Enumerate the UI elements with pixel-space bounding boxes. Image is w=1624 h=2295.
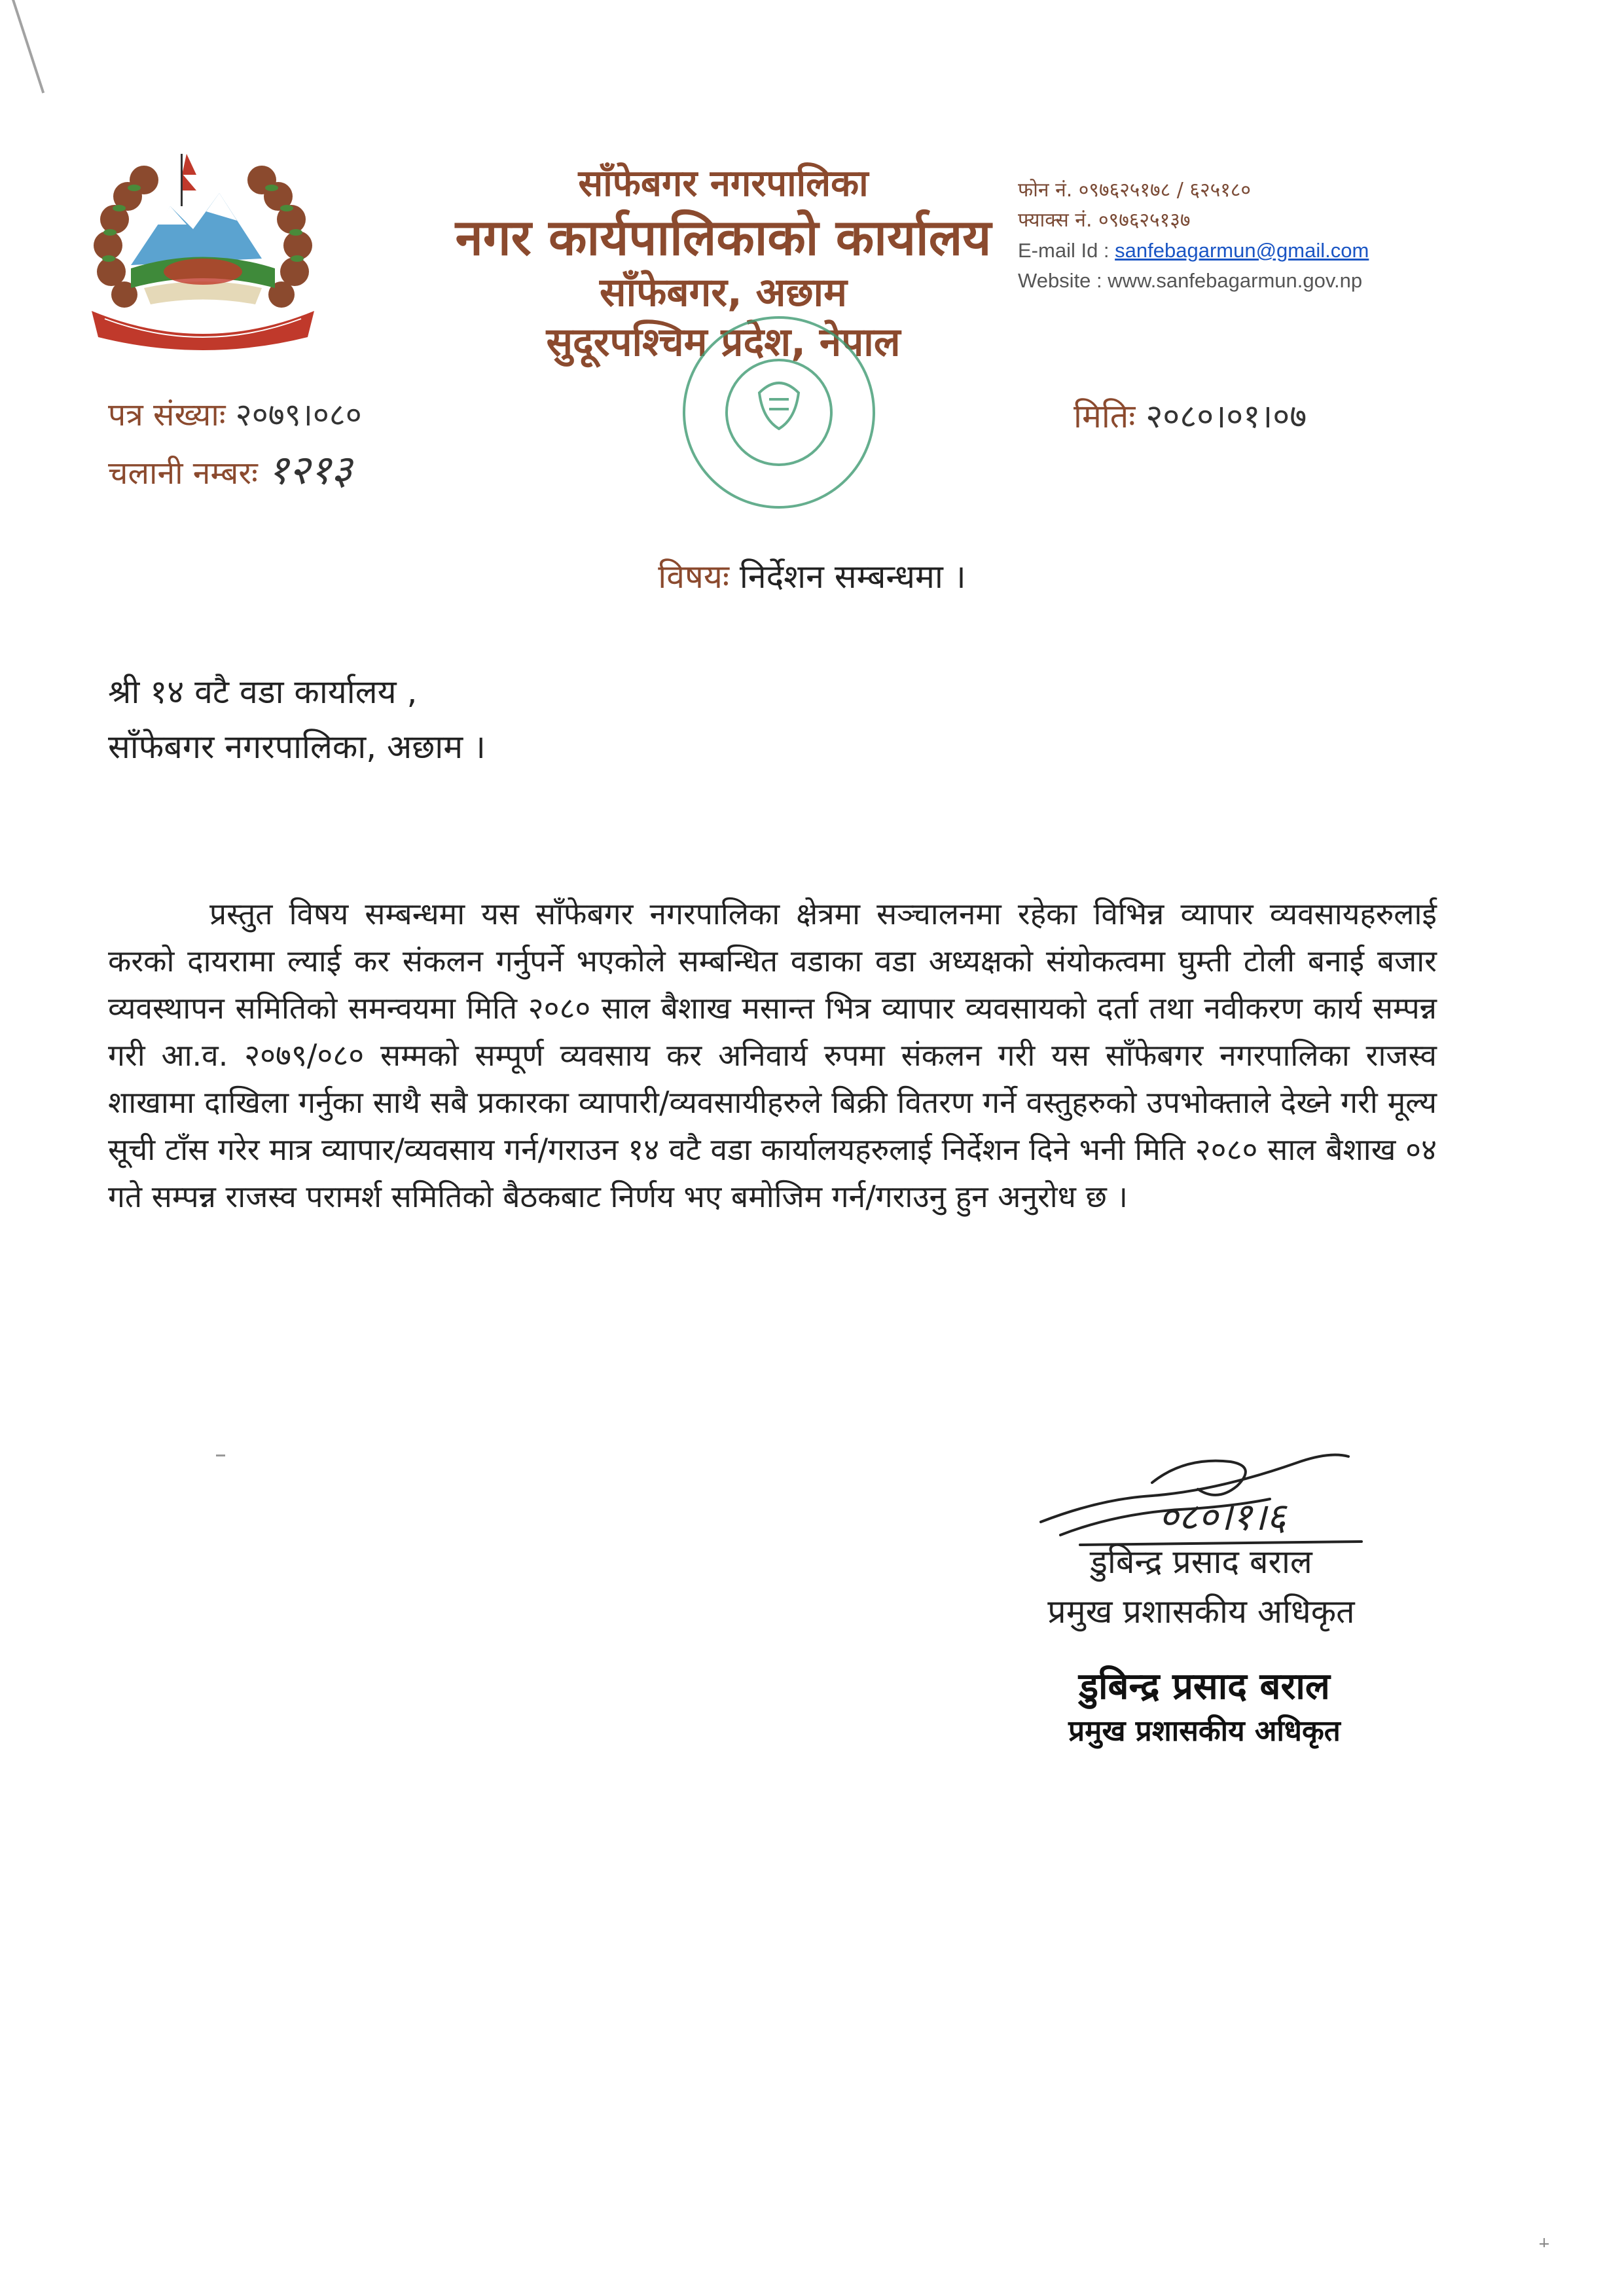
addressee-line-2: साँफेबगर नगरपालिका, अछाम । xyxy=(108,728,486,766)
signatory-name: डुबिन्द्र प्रसाद बराल xyxy=(1090,1543,1312,1581)
office-round-stamp-icon xyxy=(641,308,916,524)
nepal-government-emblem-icon xyxy=(65,147,340,363)
scan-artifact-line xyxy=(12,0,45,94)
website-text: Website : www.sanfebagarmun.gov.np xyxy=(1018,269,1363,292)
email-row xyxy=(1018,236,1607,266)
contact-block xyxy=(1018,175,1607,296)
date-row xyxy=(1074,393,1307,437)
subject-line xyxy=(0,553,1624,598)
email-label: E-mail Id : xyxy=(1018,239,1115,262)
addressee-block xyxy=(108,664,486,774)
signatory-title: प्रमुख प्रशासकीय अधिकृत xyxy=(1047,1593,1355,1631)
body-paragraph: प्रस्तुत विषय सम्बन्धमा यस साँफेबगर नगरपालिका क्षेत्रमा सञ्चालनमा रहेका विभिन्न व्यापार व्यवसायहरुलाई करको दायरामा ल्याई कर संकलन गर्नुपर्ने भएकोले सम्बन्धित वडाका वडा अध्यक्षको संयोकत्वमा घुम्ती टोली बनाई बजार व्यवस्थापन समितिको समन्वयमा मिति २०८० साल बैशाख मसान्त भित्र व्यापार व्यवसायको दर्ता तथा नवीकरण कार्य सम्पन्न गरी आ.व. २०७९/०८० सम्मको सम्पूर्ण व्यवसाय कर अनिवार्य रुपमा संकलन गरी यस साँफेबगर नगरपालिका राजस्व शाखामा दाखिला गर्नुका साथै सबै प्रकारका व्यापारी/व्यवसायीहरुले बिक्री वितरण गर्ने वस्तुहरुको उपभोक्ताले देख्ने गरी मूल्य सूची टाँस गरेर मात्र व्यापार/व्यवसाय गर्न/गराउन १४ वटै वडा कार्यालयहरुलाई निर्देशन दिने भनी मिति २०८० साल बैशाख ०४ गते सम्पन्न राजस्व परामर्श समितिको बैठकबाट निर्णय भए बमोजिम गर्न/गराउनु हुन अनुरोध छ । xyxy=(108,896,1437,1214)
province-country: सुदूरपश्चिम प्रदेश, नेपाल xyxy=(546,319,901,365)
reference-block xyxy=(108,388,362,501)
handwritten-signature-icon xyxy=(1021,1437,1388,1548)
name-stamp-title: प्रमुख प्रशासकीय अधिकृत xyxy=(1068,1714,1341,1748)
letter-number-label: पत्र संख्याः xyxy=(108,397,226,433)
letter-number-row xyxy=(108,388,362,443)
dispatch-number-row xyxy=(108,443,362,501)
scan-mark xyxy=(216,1455,225,1456)
name-stamp-name: डुबिन्द्र प्रसाद बराल xyxy=(1079,1665,1330,1708)
municipality-name: साँफेबगर नगरपालिका xyxy=(578,162,869,205)
date-value: २०८०।०१।०७ xyxy=(1146,397,1307,435)
letter-number-value: २०७९।०८० xyxy=(235,397,362,433)
dispatch-number-value: १२१३ xyxy=(268,446,352,494)
phone-number: फोन नं. ०९७६२५१७८ / ६२५१८० xyxy=(1018,179,1251,202)
scan-corner-mark xyxy=(1540,2237,1549,2247)
subject-label: विषयः xyxy=(658,558,730,596)
dispatch-number-label: चलानी नम्बरः xyxy=(108,455,258,492)
subject-value: निर्देशन सम्बन्धमा । xyxy=(739,558,966,596)
email-link[interactable]: sanfebagarmun@gmail.com xyxy=(1115,239,1369,262)
office-address: साँफेबगर, अछाम xyxy=(600,270,847,316)
date-label: मितिः xyxy=(1074,397,1136,435)
fax-number: फ्याक्स नं. ०९७६२५१३७ xyxy=(1018,209,1191,232)
office-name: नगर कार्यपालिकाको कार्यालय xyxy=(455,208,992,266)
signature-handwritten-date: ०८०।१।६ xyxy=(1159,1494,1286,1539)
addressee-line-1: श्री १४ वटै वडा कार्यालय , xyxy=(108,673,418,711)
